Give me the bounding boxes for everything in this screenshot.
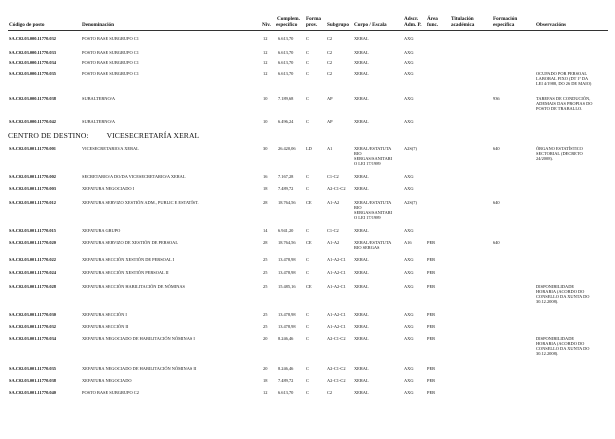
row-forma: C [306, 119, 309, 124]
section-heading [8, 131, 215, 140]
row-subgrupo: A2-C1-C2 [327, 186, 346, 191]
row-complem: 6.613,70 [278, 390, 294, 395]
row-subgrupo: A1 [327, 146, 333, 151]
row-subgrupo: A2-C1-C2 [327, 366, 346, 371]
row-code: SA.C02.03.001.11770.002 [9, 174, 56, 179]
header-forma-bottom: prov. [306, 22, 318, 28]
row-nivel: 10 [263, 119, 268, 124]
row-corpo: XERAL [354, 50, 369, 55]
header-denominacion: Denominación [82, 22, 114, 28]
row-subgrupo: C1-C2 [327, 228, 339, 233]
row-complem: 6.613,70 [278, 71, 294, 76]
row-subgrupo: AP [327, 119, 333, 124]
row-denominacion: XEFATURA NEGOCIADO DE HABILITACIÓN NÓMINAS II [82, 366, 197, 371]
row-code: SA.C02.03.001.11770.012 [9, 200, 56, 205]
row-adscr: AXG [404, 390, 414, 395]
header-nivel: Niv. [262, 22, 271, 28]
row-forma: LD [306, 146, 312, 151]
row-complem: 26.420,06 [278, 146, 296, 151]
row-corpo: XERAL [354, 312, 369, 317]
row-corpo: XERAL [354, 186, 369, 191]
header-complem-bottom: específico [276, 22, 298, 28]
row-nivel: 20 [263, 336, 268, 341]
row-code: SA.C02.03.001.11770.003 [9, 186, 56, 191]
row-forma: C [306, 174, 309, 179]
row-nivel: 12 [263, 71, 268, 76]
row-forma: C [306, 228, 309, 233]
row-adscr: AXG [404, 366, 414, 371]
row-area: PER [427, 240, 436, 245]
row-nivel: 14 [263, 228, 268, 233]
row-adscr: AXG [404, 378, 414, 383]
row-nivel: 12 [263, 390, 268, 395]
row-adscr: AXG [404, 228, 414, 233]
row-formacion: 936 [493, 96, 500, 101]
row-complem: 6.613,70 [278, 60, 294, 65]
row-complem: 13.478,98 [278, 312, 296, 317]
row-forma: CE [306, 240, 312, 245]
row-code: SA.C02.03.000.11770.032 [9, 36, 56, 41]
row-adscr: AXG [404, 284, 414, 289]
row-corpo: XERAL [354, 270, 369, 275]
row-denominacion: POSTO BASE SUBGRUPO C1 [82, 50, 139, 55]
row-corpo: XERAL [354, 71, 369, 76]
row-corpo: XERAL [354, 174, 369, 179]
row-subgrupo: A1-A2-C1 [327, 324, 346, 329]
header-adscr-top: Adscr. [404, 16, 419, 22]
row-area: PER [427, 366, 436, 371]
row-code: SA.C02.03.001.11770.034 [9, 336, 56, 341]
row-denominacion: XEFATURA NEGOCIADO [82, 378, 132, 383]
row-complem: 6.613,70 [278, 36, 294, 41]
row-code: SA.C02.03.000.11770.033 [9, 50, 56, 55]
row-complem: 8.246,46 [278, 366, 294, 371]
row-forma: C [306, 336, 309, 341]
row-denominacion: XEFATURA SERVIZO XESTIÓN ADM., PUBLIC E ESTATÍST. [82, 200, 199, 205]
row-adscr: A2S(7) [404, 200, 417, 205]
row-forma: C [306, 390, 309, 395]
row-nivel: 12 [263, 50, 268, 55]
row-complem: 6.496,24 [278, 119, 294, 124]
row-complem: 15.485,16 [278, 284, 296, 289]
row-adscr: A2S(7) [404, 146, 417, 151]
row-forma: C [306, 96, 309, 101]
row-denominacion: POSTO BASE SUBGRUPO C1 [82, 60, 139, 65]
row-complem: 6.613,70 [278, 50, 294, 55]
row-code: SA.C02.03.001.11770.035 [9, 366, 56, 371]
row-denominacion: XEFATURA NEGOCIADO DE HABILITACIÓN NÓMINAS I [82, 336, 195, 341]
row-complem: 8.246,46 [278, 336, 294, 341]
row-area: PER [427, 378, 436, 383]
row-denominacion: XEFATURA SERVIZO DE XESTIÓN DE PERSOAL [82, 240, 179, 245]
row-denominacion: XEFATURA SECCIÓN II [82, 324, 129, 329]
header-corpo: Corpo / Escala [354, 22, 387, 28]
row-nivel: 16 [263, 174, 268, 179]
row-nivel: 18 [263, 186, 268, 191]
row-subgrupo: A1-A2-C1 [327, 284, 346, 289]
row-forma: C [306, 186, 309, 191]
row-adscr: AXG [404, 174, 414, 179]
row-complem: 18.764,56 [278, 200, 296, 205]
row-area: PER [427, 390, 436, 395]
row-complem: 18.764,56 [278, 240, 296, 245]
row-nivel: 25 [263, 257, 268, 262]
row-nivel: 10 [263, 96, 268, 101]
row-code: SA.C02.03.001.11770.024 [9, 270, 56, 275]
header-adscr-bottom: Adm. P. [404, 22, 422, 28]
row-corpo: XERAL [354, 378, 369, 383]
row-nivel: 12 [263, 60, 268, 65]
row-corpo: XERAL/ESTATUTA RIO SERGAS/SANITARI O LEI 17/1989 [354, 146, 393, 166]
row-adscr: AXG [404, 71, 414, 76]
row-adscr: AXG [404, 60, 414, 65]
row-subgrupo: C2 [327, 71, 333, 76]
row-nivel: 25 [263, 284, 268, 289]
header-subgrupo: Subgrupo [327, 22, 349, 28]
header-forma-top: Forma [306, 16, 321, 22]
row-corpo: XERAL [354, 336, 369, 341]
row-complem: 6.941,20 [278, 228, 294, 233]
row-forma: C [306, 50, 309, 55]
row-forma: C [306, 378, 309, 383]
row-subgrupo: C1-C2 [327, 174, 339, 179]
row-forma: CE [306, 284, 312, 289]
row-complem: 7.489,72 [278, 378, 294, 383]
header-rule [8, 30, 608, 31]
row-adscr: AXG [404, 50, 414, 55]
row-subgrupo: C2 [327, 390, 333, 395]
row-observacions: ÓRGANO ESTATÍSTICO SECTORIAL (DECRETO 24/2008). [536, 146, 583, 161]
row-denominacion: XEFATURA SECCIÓN HABILITACIÓN DE NÓMINAS [82, 284, 185, 289]
row-code: SA.C02.03.000.11770.038 [9, 96, 56, 101]
row-corpo: XERAL [354, 119, 369, 124]
row-code: SA.C02.03.000.11770.035 [9, 71, 56, 76]
row-denominacion: POSTO BASE SUBGRUPO C1 [82, 71, 139, 76]
row-nivel: 18 [263, 378, 268, 383]
row-corpo: XERAL [354, 390, 369, 395]
row-denominacion: SUBALTERNO/A [82, 96, 116, 101]
row-complem: 7.489,72 [278, 186, 294, 191]
row-nivel: 28 [263, 240, 268, 245]
row-subgrupo: A2-C1-C2 [327, 336, 346, 341]
row-complem: 13.478,98 [278, 324, 296, 329]
row-corpo: XERAL/ESTATUTA RIO SERGAS/SANITARI O LEI 17/1989 [354, 200, 393, 220]
row-observacions: OCUPADO POR PERSOAL LABORAL FIXO (DT 1ª DA LEI 4/1988, DO 26 DE MAIO) [536, 71, 592, 86]
row-subgrupo: A1-A2 [327, 200, 340, 205]
row-nivel: 12 [263, 36, 268, 41]
row-subgrupo: A2-C1-C2 [327, 378, 346, 383]
row-adscr: AXG [404, 186, 414, 191]
row-observacions: TAREFAS DE CONDUCIÓN, ADEMAIS DAS PROPIAS DO POSTO DE TRABALLO. [536, 96, 593, 111]
row-adscr: AXG [404, 36, 414, 41]
row-formacion: 640 [493, 146, 500, 151]
row-complem: 13.478,98 [278, 257, 296, 262]
row-forma: C [306, 257, 309, 262]
row-nivel: 20 [263, 366, 268, 371]
row-corpo: XERAL [354, 96, 369, 101]
row-corpo: XERAL [354, 257, 369, 262]
header-complem-top: Complem. [277, 16, 300, 22]
row-denominacion: POSTO BASE SUBGRUPO C2 [82, 390, 139, 395]
row-forma: C [306, 71, 309, 76]
row-forma: C [306, 36, 309, 41]
row-denominacion: XEFATURA SECCIÓN I [82, 312, 127, 317]
row-code: SA.C02.03.001.11770.028 [9, 284, 56, 289]
row-corpo: XERAL [354, 324, 369, 329]
row-forma: C [306, 60, 309, 65]
row-code: SA.C02.03.001.11770.001 [9, 146, 56, 151]
row-nivel: 28 [263, 200, 268, 205]
row-denominacion: SECRETARIO/A DO/DA VICESECRETARIO/A XERAL [82, 174, 186, 179]
row-nivel: 25 [263, 324, 268, 329]
header-observacions: Observacións [536, 22, 566, 28]
row-area: PER [427, 336, 436, 341]
row-subgrupo: C2 [327, 50, 333, 55]
row-adscr: AXG [404, 270, 414, 275]
row-code: SA.C02.03.001.11770.032 [9, 324, 56, 329]
row-subgrupo: A1-A2-C1 [327, 312, 346, 317]
row-area: PER [427, 324, 436, 329]
section-name: VICESECRETARÍA XERAL [106, 131, 200, 140]
header-area-bottom: func. [427, 22, 439, 28]
row-denominacion: SUBALTERNO/A [82, 119, 116, 124]
row-subgrupo: A1-A2 [327, 240, 340, 245]
row-subgrupo: A1-A2-C1 [327, 257, 346, 262]
row-denominacion: XEFATURA GRUPO [82, 228, 121, 233]
row-code: SA.C02.03.001.11770.038 [9, 378, 56, 383]
row-formacion: 640 [493, 200, 500, 205]
row-formacion: 640 [493, 240, 500, 245]
row-forma: CE [306, 200, 312, 205]
row-complem: 7.167,28 [278, 174, 294, 179]
row-subgrupo: C2 [327, 60, 333, 65]
row-subgrupo: A1-A2-C1 [327, 270, 346, 275]
row-nivel: 25 [263, 312, 268, 317]
row-code: SA.C02.03.001.11770.040 [9, 390, 56, 395]
row-adscr: AXG [404, 96, 414, 101]
row-denominacion: POSTO BASE SUBGRUPO C1 [82, 36, 139, 41]
row-corpo: XERAL [354, 36, 369, 41]
row-adscr: A16 [404, 240, 412, 245]
row-area: PER [427, 270, 436, 275]
row-denominacion: XEFATURA NEGOCIADO I [82, 186, 135, 191]
header-titulacion-top: Titulación [451, 16, 474, 22]
row-forma: C [306, 324, 309, 329]
row-adscr: AXG [404, 324, 414, 329]
header-formacion-top: Formación [493, 16, 518, 22]
row-code: SA.C02.03.001.11770.030 [9, 312, 56, 317]
row-denominacion: VICESECRETARIO/A XERAL [82, 146, 139, 151]
row-adscr: AXG [404, 312, 414, 317]
row-code: SA.C02.03.001.11770.020 [9, 240, 56, 245]
row-forma: C [306, 366, 309, 371]
row-code: SA.C02.03.000.11770.034 [9, 60, 56, 65]
header-titulacion-bottom: académica [451, 22, 475, 28]
row-code: SA.C02.03.001.11770.015 [9, 228, 56, 233]
section-label: CENTRO DE DESTINO: [8, 131, 89, 140]
row-adscr: AXG [404, 119, 414, 124]
header-codigo: Código de posto [9, 22, 45, 28]
row-corpo: XERAL [354, 366, 369, 371]
row-denominacion: XEFATURA SECCIÓN XESTIÓN DE PERSOAL I [82, 257, 175, 262]
row-subgrupo: C2 [327, 36, 333, 41]
row-area: PER [427, 312, 436, 317]
row-corpo: XERAL [354, 284, 369, 289]
header-formacion-bottom: específica [493, 22, 515, 28]
row-adscr: AXG [404, 257, 414, 262]
row-nivel: 30 [263, 146, 268, 151]
row-denominacion: XEFATURA SECCIÓN XESTIÓN PERSOAL II [82, 270, 169, 275]
row-adscr: AXG [404, 336, 414, 341]
row-observacions: DISPONIBILIDADE HORARIA (ACORDO DO CONSELLO DA XUNTA DO 30.12.2008). [536, 336, 590, 356]
row-nivel: 25 [263, 270, 268, 275]
row-observacions: DISPONIBILIDADE HORARIA (ACORDO DO CONSELLO DA XUNTA DO 30.12.2008). [536, 284, 590, 304]
row-area: PER [427, 284, 436, 289]
row-corpo: XERAL [354, 228, 369, 233]
row-area: PER [427, 257, 436, 262]
header-area-top: Área [427, 16, 438, 22]
row-code: SA.C02.03.000.11770.042 [9, 119, 56, 124]
row-forma: C [306, 312, 309, 317]
row-forma: C [306, 270, 309, 275]
row-subgrupo: AP [327, 96, 333, 101]
row-corpo: XERAL [354, 60, 369, 65]
row-corpo: XERAL/ESTATUTA RIO SERGAS [354, 240, 392, 250]
row-complem: 13.478,98 [278, 270, 296, 275]
row-code: SA.C02.03.001.11770.022 [9, 257, 56, 262]
row-complem: 7.189,68 [278, 96, 294, 101]
